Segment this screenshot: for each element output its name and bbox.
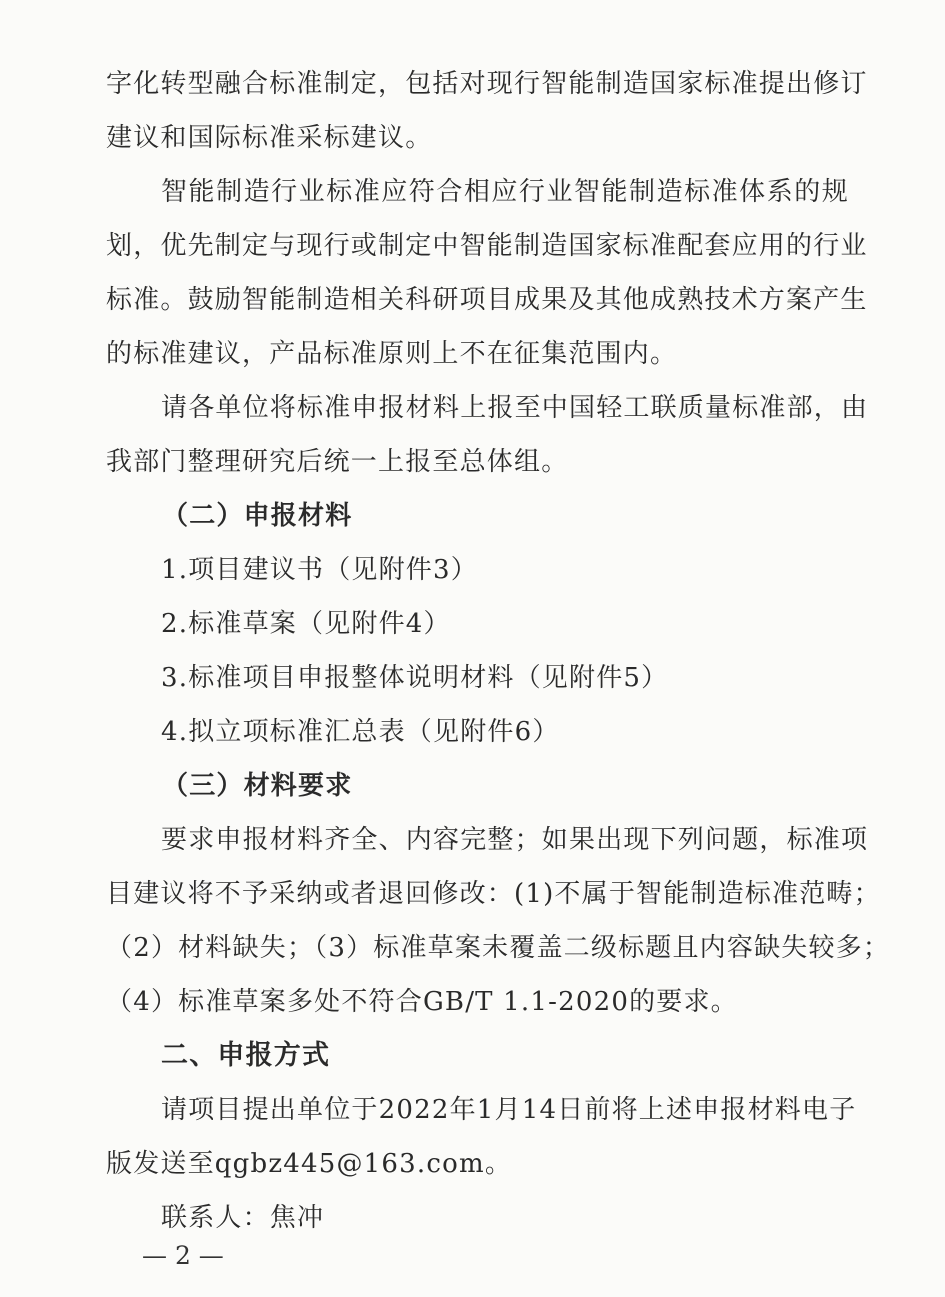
contact-line: 联系人：焦冲 (161, 1203, 325, 1233)
body-line-4: 划，优先制定与现行或制定中智能制造国家标准配套应用的行业 (106, 231, 868, 261)
body-line-1: 字化转型融合标准制定，包括对现行智能制造国家标准提出修订 (106, 69, 868, 99)
page-number: — 2 — (142, 1241, 224, 1270)
body-line-16: 目建议将不予采纳或者退回修改：(1)不属于智能制造标准范畴； (106, 879, 881, 909)
body-line-7: 请各单位将标准申报材料上报至中国轻工联质量标准部，由 (161, 393, 869, 423)
body-line-3: 智能制造行业标准应符合相应行业智能制造标准体系的规 (161, 177, 849, 207)
body-line-17: （2）材料缺失；（3）标准草案未覆盖二级标题且内容缺失较多； (106, 933, 891, 963)
body-line-6: 的标准建议，产品标准原则上不在征集范围内。 (106, 339, 678, 369)
list-item-2: 2.标准草案（见附件4） (161, 609, 451, 639)
section-heading-method: 二、申报方式 (161, 1040, 331, 1071)
body-line-8: 我部门整理研究后统一上报至总体组。 (106, 447, 569, 477)
list-item-3: 3.标准项目申报整体说明材料（见附件5） (161, 663, 669, 693)
body-line-15: 要求申报材料齐全、内容完整；如果出现下列问题，标准项 (161, 825, 869, 855)
body-line-20: 请项目提出单位于2022年1月14日前将上述申报材料电子 (161, 1095, 857, 1125)
body-line-5: 标准。鼓励智能制造相关科研项目成果及其他成熟技术方案产生 (106, 285, 868, 315)
body-line-21: 版发送至qgbz445@163.com。 (106, 1149, 513, 1179)
list-item-4: 4.拟立项标准汇总表（见附件6） (161, 717, 560, 747)
list-item-1: 1.项目建议书（见附件3） (161, 555, 478, 585)
section-heading-requirements: （三）材料要求 (162, 771, 353, 801)
body-line-2: 建议和国际标准采标建议。 (106, 123, 433, 153)
body-line-18: （4）标准草案多处不符合GB/T 1.1-2020的要求。 (106, 987, 738, 1017)
section-heading-materials: （二）申报材料 (162, 501, 353, 531)
